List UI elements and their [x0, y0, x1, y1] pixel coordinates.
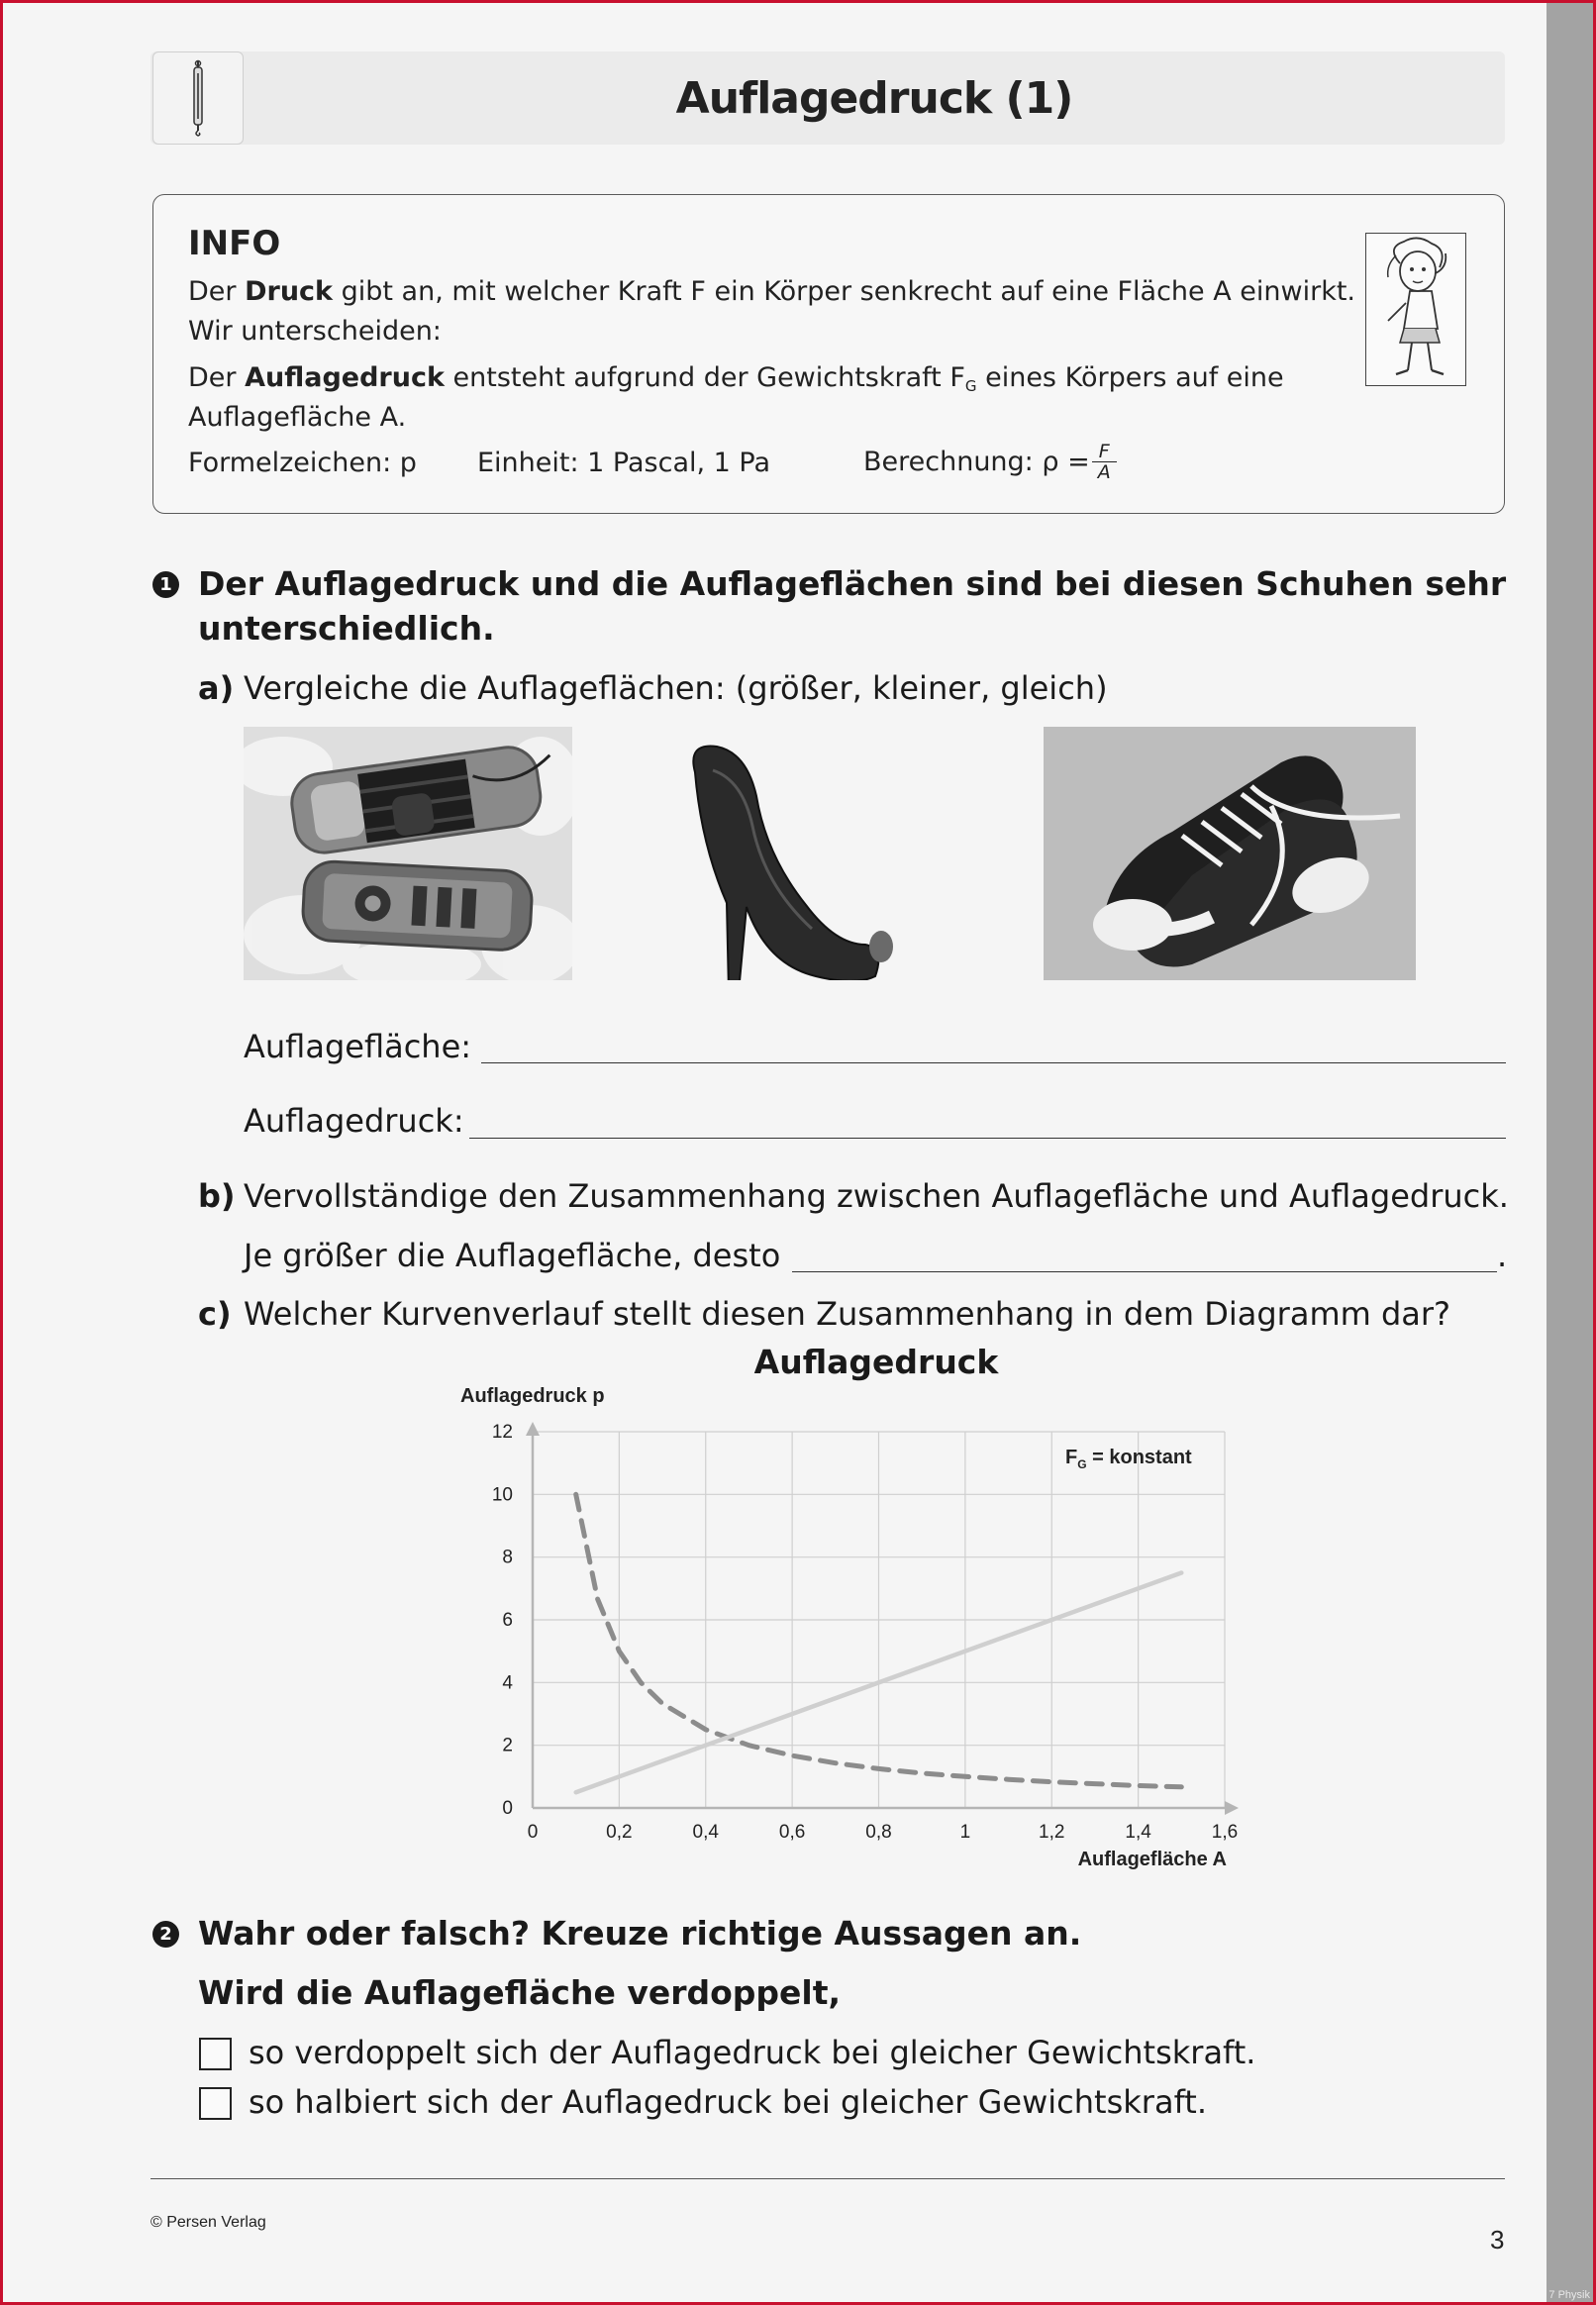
y-tick-label: 12	[491, 1422, 513, 1443]
header-icon-box	[152, 51, 244, 145]
info-line-1: Der Druck gibt an, mit welcher Kraft F ein Körper senkrecht auf eine Fläche A einwirkt.	[188, 276, 1356, 307]
spring-scale-icon	[188, 59, 208, 137]
girl-thinking-icon	[1365, 233, 1466, 386]
y-tick-label: 0	[502, 1798, 513, 1819]
option-1-text: so verdoppelt sich der Auflagedruck bei gleicher Gewichtskraft.	[249, 2034, 1256, 2071]
page-title: Auflagedruck (1)	[675, 72, 1073, 124]
answer-line-auflageflaeche[interactable]	[481, 1062, 1506, 1063]
task-1-heading-line-2: unterschiedlich.	[198, 609, 495, 648]
subtask-c-letter: c)	[198, 1295, 232, 1333]
chart-title: Auflagedruck	[753, 1343, 999, 1381]
high-heel-photo	[673, 727, 901, 980]
checkbox-option-2[interactable]	[199, 2087, 232, 2120]
side-tag: 7 Physik	[1548, 2289, 1590, 2301]
x-axis-arrow	[1225, 1801, 1239, 1815]
x-tick-label: 1,6	[1211, 1822, 1239, 1843]
formula-symbol: Formelzeichen: p	[188, 448, 417, 478]
formula-calc: Berechnung: ρ = $\frac{F}{A}$	[863, 442, 1117, 482]
subtask-b-text: Vervollständige den Zusammenhang zwischen Auflagefläche und Auflagedruck.	[244, 1177, 1509, 1215]
sneakers-photo	[1044, 727, 1416, 980]
info-line-2: Wir unterscheiden:	[188, 316, 442, 347]
y-tick-label: 2	[502, 1735, 513, 1756]
y-tick-label: 4	[502, 1672, 513, 1694]
info-line-3: Der Auflagedruck entsteht aufgrund der Gewichtskraft $F_G$ eines Körpers auf eine	[188, 362, 1284, 395]
x-tick-label: 0,4	[692, 1822, 719, 1843]
field-label-auflagedruck: Auflagedruck:	[244, 1102, 464, 1140]
y-tick-label: 10	[491, 1484, 513, 1506]
x-tick-label: 0,2	[606, 1822, 633, 1843]
pressure-chart	[436, 1376, 1277, 1891]
snowshoes-photo	[244, 727, 572, 980]
y-tick-label: 6	[502, 1610, 513, 1631]
task-2-number: 2	[152, 1921, 179, 1948]
answer-line-desto[interactable]	[792, 1271, 1497, 1272]
subtask-a-text: Vergleiche die Auflageflächen: (größer, kleiner, gleich)	[244, 669, 1108, 707]
task-2-subheading: Wird die Auflagefläche verdoppelt,	[198, 1973, 842, 2012]
footer-rule	[150, 2178, 1505, 2179]
checkbox-option-1[interactable]	[199, 2038, 232, 2070]
x-tick-label: 1,4	[1125, 1822, 1151, 1843]
page-edge-bar	[1546, 3, 1593, 2302]
subtask-b-sentence: Je größer die Auflagefläche, desto	[244, 1237, 781, 1274]
x-axis-label: Auflagefläche A	[1077, 1849, 1227, 1870]
x-tick-label: 1,2	[1039, 1822, 1065, 1843]
formula-unit: Einheit: 1 Pascal, 1 Pa	[477, 448, 771, 478]
answer-line-auflagedruck[interactable]	[469, 1138, 1506, 1139]
y-tick-label: 8	[502, 1547, 513, 1568]
task-1-number: 1	[152, 571, 179, 598]
x-tick-label: 0	[527, 1822, 539, 1843]
info-line-4: Auflagefläche A.	[188, 402, 407, 433]
y-axis-label: Auflagedruck p	[460, 1385, 605, 1407]
sentence-period: .	[1497, 1237, 1508, 1274]
x-tick-label: 0,8	[865, 1822, 892, 1843]
fraction: $\frac{F}{A}$	[1092, 442, 1117, 482]
task-2-heading: Wahr oder falsch? Kreuze richtige Aussagen an.	[198, 1914, 1082, 1953]
x-tick-label: 0,6	[778, 1822, 806, 1843]
copyright: © Persen Verlag	[150, 2214, 266, 2231]
y-axis-arrow	[526, 1422, 540, 1436]
page-number: 3	[1490, 2225, 1505, 2255]
info-heading: INFO	[188, 224, 281, 263]
x-tick-label: 1	[959, 1822, 971, 1843]
field-label-auflageflaeche: Auflagefläche:	[244, 1028, 472, 1065]
task-1-heading-line-1: Der Auflagedruck und die Auflageflächen sind bei diesen Schuhen sehr	[198, 564, 1507, 603]
subtask-b-letter: b)	[198, 1177, 236, 1215]
chart-annotation: $F_G$ = konstant	[1065, 1447, 1192, 1471]
option-2-text: so halbiert sich der Auflagedruck bei gleicher Gewichtskraft.	[249, 2083, 1207, 2121]
subtask-c-text: Welcher Kurvenverlauf stellt diesen Zusammenhang in dem Diagramm dar?	[244, 1295, 1451, 1333]
subtask-a-letter: a)	[198, 669, 235, 707]
